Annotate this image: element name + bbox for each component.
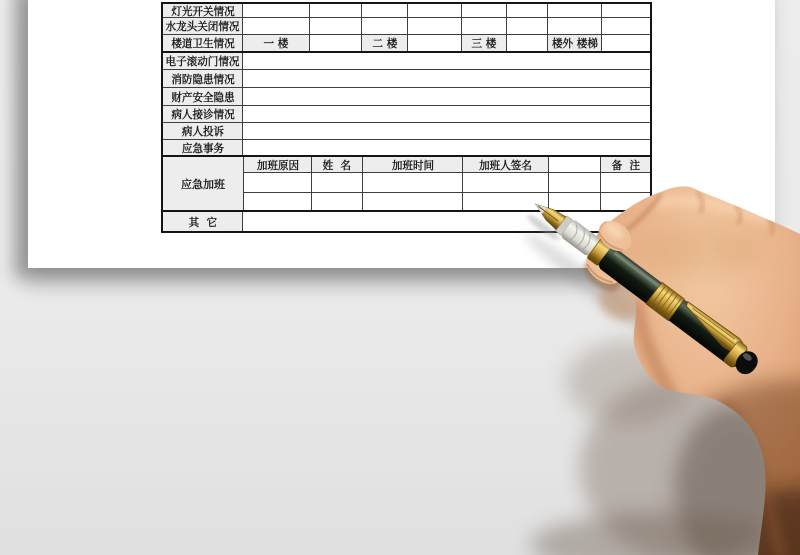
- row-label: 财产安全隐患: [163, 88, 243, 105]
- empty-cell: [548, 4, 602, 17]
- column-header: 加班人签名: [463, 157, 549, 172]
- empty-cell: [310, 4, 362, 17]
- duty-checklist-table: [161, 2, 652, 233]
- empty-cell: [244, 193, 312, 210]
- floor-2-cell: 二 楼: [362, 35, 408, 51]
- empty-cell: [312, 173, 363, 192]
- empty-cell: [507, 4, 548, 17]
- empty-cell: [601, 193, 650, 210]
- row-label: 病人投诉: [163, 123, 243, 139]
- empty-cell: [310, 35, 362, 51]
- emergency-overtime-section: [163, 157, 650, 212]
- empty-cell: [363, 193, 463, 210]
- floor-3-cell: 三 楼: [462, 35, 507, 51]
- row-light-switch: [163, 4, 650, 18]
- empty-cell: [463, 173, 549, 192]
- empty-cell: [507, 18, 548, 34]
- empty-cell: [362, 18, 408, 34]
- row-label: 其 它: [163, 212, 243, 231]
- empty-cell: [601, 173, 650, 192]
- row-fire-hazard: [163, 70, 650, 88]
- column-header: 备 注: [601, 157, 650, 172]
- empty-cell: [243, 53, 650, 69]
- row-emergency-affairs: [163, 140, 650, 157]
- curled-fingers: [599, 278, 649, 320]
- column-header: 加班时间: [363, 157, 463, 172]
- row-label: 应急加班: [163, 157, 244, 210]
- empty-cell: [408, 4, 462, 17]
- overtime-header-row: [244, 157, 650, 173]
- empty-cell: [243, 106, 650, 122]
- empty-cell: [549, 157, 601, 172]
- row-label: 消防隐患情况: [163, 70, 243, 87]
- empty-cell: [602, 35, 650, 51]
- empty-cell: [462, 18, 507, 34]
- overtime-blank-row: [244, 193, 650, 210]
- overtime-blank-row: [244, 173, 650, 193]
- pen-center-band: [646, 282, 685, 320]
- empty-cell: [243, 70, 650, 87]
- row-label: 应急事务: [163, 140, 243, 155]
- empty-cell: [243, 123, 650, 139]
- empty-cell: [312, 193, 363, 210]
- pen-clip: [679, 300, 749, 358]
- row-label: 楼道卫生情况: [163, 35, 243, 51]
- row-label: 灯光开关情况: [163, 4, 243, 17]
- empty-cell: [408, 18, 462, 34]
- pen-end-ring: [723, 340, 748, 368]
- row-corridor-hygiene: [163, 35, 650, 53]
- empty-cell: [507, 35, 548, 51]
- row-label: 水龙头关闭情况: [163, 18, 243, 34]
- row-label: 电子滚动门情况: [163, 53, 243, 69]
- column-header: 加班原因: [244, 157, 312, 172]
- empty-cell: [244, 173, 312, 192]
- row-property-safety: [163, 88, 650, 106]
- empty-cell: [549, 173, 601, 192]
- row-other: [163, 212, 650, 231]
- empty-cell: [408, 35, 462, 51]
- empty-cell: [362, 4, 408, 17]
- empty-cell: [602, 18, 650, 34]
- row-rolling-door: [163, 53, 650, 70]
- row-faucet-off: [163, 18, 650, 35]
- pen-end-cap: [732, 347, 762, 378]
- floor-outside-cell: 楼外 楼梯: [548, 35, 602, 51]
- floor-1-cell: 一 楼: [243, 35, 310, 51]
- empty-cell: [243, 18, 310, 34]
- empty-cell: [462, 4, 507, 17]
- row-patient-complaints: [163, 123, 650, 140]
- empty-cell: [243, 88, 650, 105]
- column-header: 姓 名: [312, 157, 363, 172]
- row-patient-reception: [163, 106, 650, 123]
- empty-cell: [243, 212, 650, 231]
- empty-cell: [243, 140, 650, 155]
- empty-cell: [549, 193, 601, 210]
- empty-cell: [310, 18, 362, 34]
- empty-cell: [463, 193, 549, 210]
- empty-cell: [602, 4, 650, 17]
- row-label: 病人接诊情况: [163, 106, 243, 122]
- empty-cell: [363, 173, 463, 192]
- empty-cell: [243, 4, 310, 17]
- empty-cell: [548, 18, 602, 34]
